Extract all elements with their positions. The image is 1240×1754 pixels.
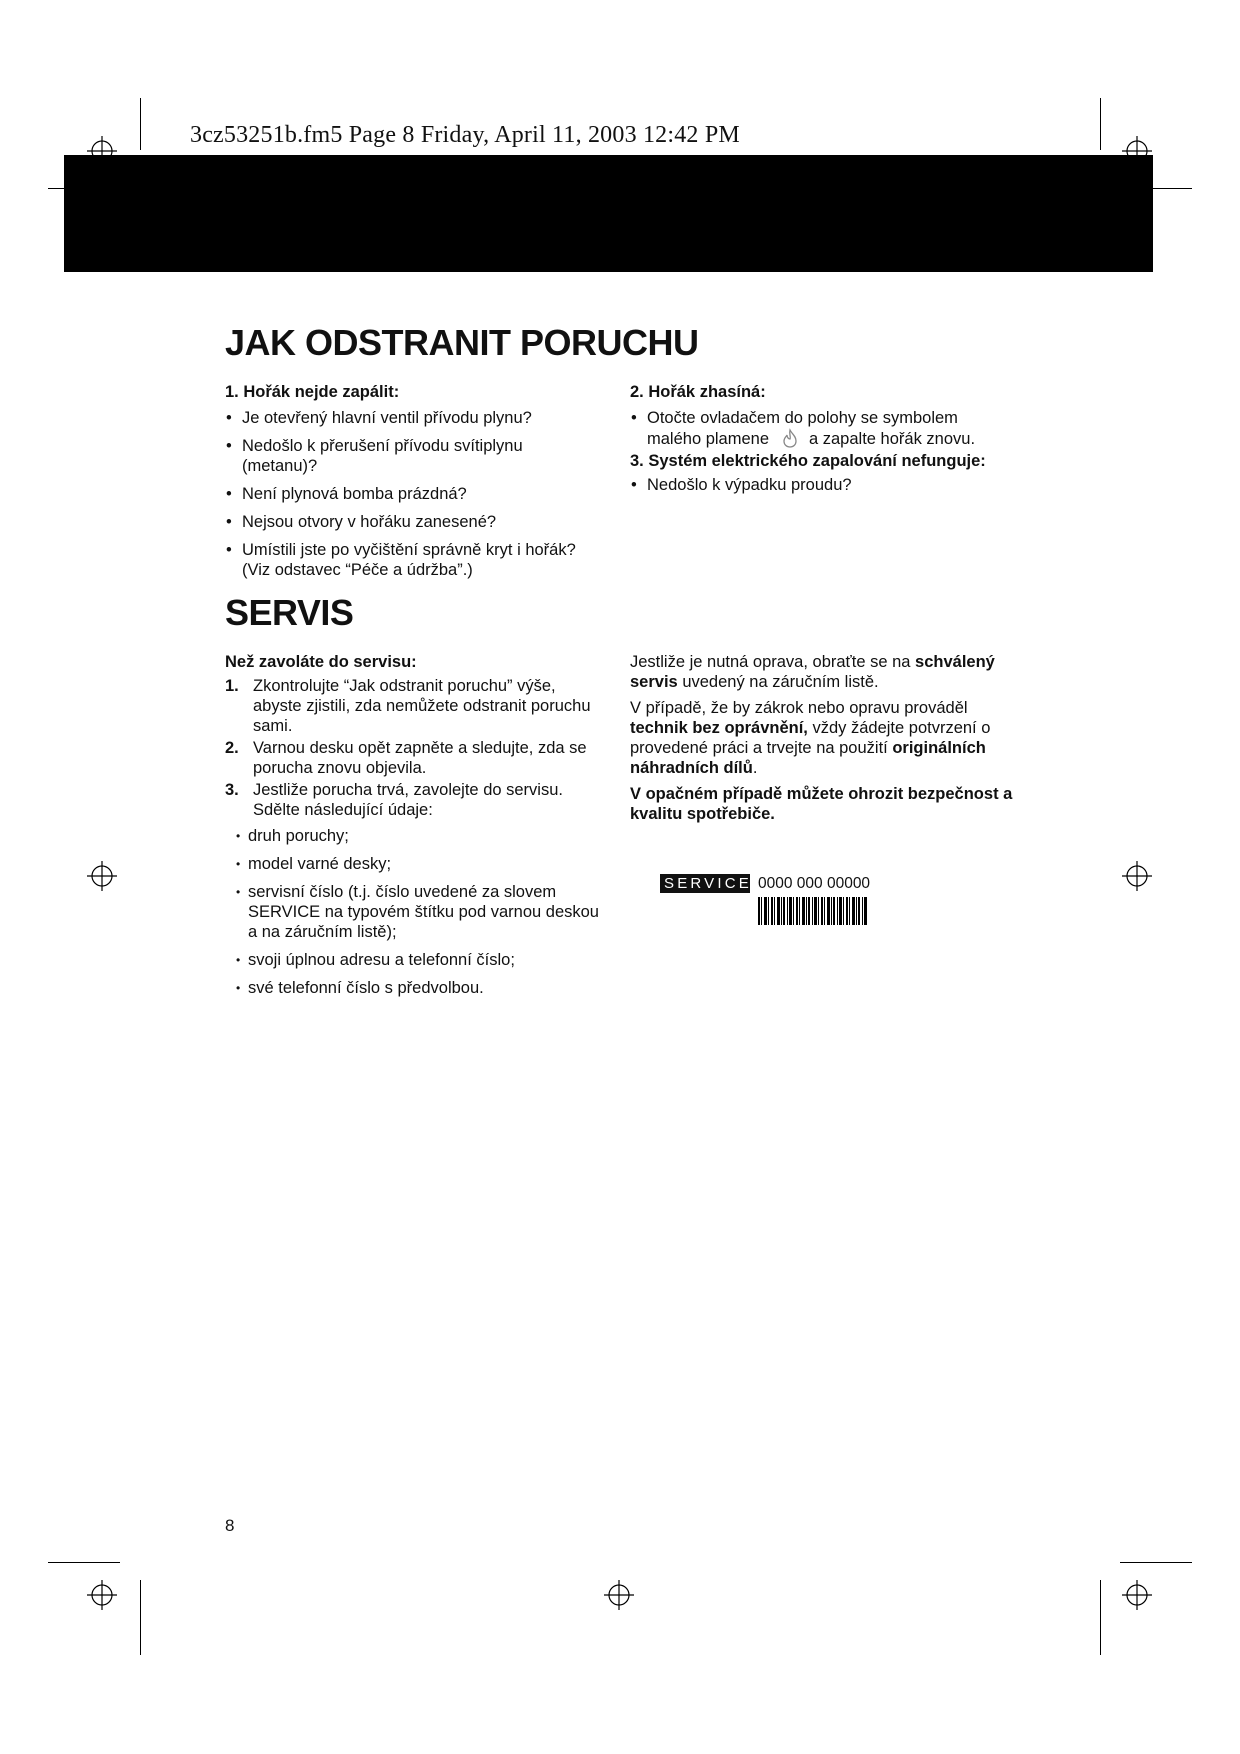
section3-list (630, 475, 1015, 495)
unauthorized-text-mid: vždy žádejte potvrzení o provedené práci a trvejte na použití (630, 719, 991, 757)
barcode-icon (758, 897, 868, 925)
step-text: Varnou desku opět zapněte a sledujte, zda se porucha znovu objevila. (253, 739, 587, 777)
step-number: 1. (225, 677, 239, 695)
servis-left-column (225, 652, 605, 1006)
unauthorized-technician-text: technik bez oprávnění, (630, 719, 808, 737)
step-text: Jestliže porucha trvá, zavolejte do servisu. Sdělte následující údaje: (253, 781, 563, 819)
section1-list (225, 408, 595, 580)
step-number: 3. (225, 781, 239, 799)
registration-mark-icon (87, 136, 117, 166)
service-label-number: 0000 000 00000 (758, 875, 871, 892)
detail-item: • model varné desky; (236, 854, 605, 874)
crop-mark (140, 98, 141, 150)
registration-mark-icon (1122, 1580, 1152, 1610)
list-item: • Nedošlo k výpadku proudu? (630, 475, 1015, 495)
crop-mark (1100, 98, 1101, 150)
service-label-badge: SERVICE (660, 874, 750, 893)
crop-mark (48, 1562, 120, 1563)
step-item (225, 738, 605, 778)
list-item: • Není plynová bomba prázdná? (225, 484, 595, 504)
list-item (630, 408, 1015, 449)
repair-text: Jestliže je nutná oprava, obraťte se na (630, 653, 911, 671)
header-black-band (64, 155, 1153, 272)
detail-item: • svoji úplnou adresu a telefonní číslo; (236, 950, 605, 970)
section2-item-part2: a zapalte hořák znovu. (809, 430, 976, 448)
registration-mark-icon (87, 1580, 117, 1610)
registration-mark-icon (87, 861, 117, 891)
crop-mark (1120, 1562, 1192, 1563)
servis-title: SERVIS (225, 592, 354, 633)
servis-steps (225, 676, 605, 998)
section3-heading: 3. Systém elektrického zapalování nefunguje: (630, 452, 986, 470)
page-number: 8 (225, 1516, 235, 1535)
repair-paragraph (630, 652, 1015, 692)
detail-item: • servisní číslo (t.j. číslo uvedené za slovem SERVICE na typovém štítku pod varnou deskou a na záručním listě); (236, 882, 605, 942)
crop-mark (1120, 188, 1192, 189)
registration-mark-icon (604, 1580, 634, 1610)
list-item: • Je otevřený hlavní ventil přívodu plynu? (225, 408, 595, 428)
unauthorized-paragraph (630, 698, 1015, 778)
list-item: • Nejsou otvory v hořáku zanesené? (225, 512, 595, 532)
registration-mark-icon (1122, 861, 1152, 891)
servis-right-column (630, 652, 1015, 830)
warning-paragraph (630, 784, 1015, 824)
section2-heading: 2. Hořák zhasíná: (630, 383, 766, 401)
print-header-line: 3cz53251b.fm5 Page 8 Friday, April 11, 2003 12:42 PM (190, 122, 740, 148)
step-number: 2. (225, 739, 239, 757)
crop-mark (140, 1580, 141, 1655)
approved-service-text: schválený servis (630, 653, 995, 691)
original-parts-text: originálních náhradních dílů (630, 739, 986, 777)
troubleshooting-right-column (630, 382, 1015, 503)
servis-before-heading: Než zavoláte do servisu: (225, 653, 417, 671)
crop-mark (48, 188, 118, 189)
small-flame-icon (779, 428, 801, 448)
servis-details (236, 826, 605, 998)
step-text: Zkontrolujte “Jak odstranit poruchu” výše, abyste zjistili, zda nemůžete odstranit poruchu sami. (253, 677, 591, 735)
step-item (225, 780, 605, 998)
warning-text: V opačném případě můžete ohrozit bezpečnost a kvalitu spotřebiče. (630, 785, 1013, 823)
section2-item-part1: Otočte ovladačem do polohy se symbolem malého plamene (647, 409, 958, 448)
unauthorized-text: V případě, že by zákrok nebo opravu prováděl (630, 699, 968, 717)
section1-heading: 1. Hořák nejde zapálit: (225, 383, 400, 401)
troubleshooting-title: JAK ODSTRANIT PORUCHU (225, 322, 699, 363)
detail-item: • své telefonní číslo s předvolbou. (236, 978, 605, 998)
list-item: • Nedošlo k přerušení přívodu svítiplynu (metanu)? (225, 436, 595, 476)
registration-mark-icon (1122, 136, 1152, 166)
repair-text-end: uvedený na záručním listě. (682, 673, 879, 691)
crop-mark (1100, 1580, 1101, 1655)
list-item: • Umístili jste po vyčištění správně kryt i hořák? (Viz odstavec “Péče a údržba”.) (225, 540, 595, 580)
detail-item: • druh poruchy; (236, 826, 605, 846)
section2-list (630, 408, 1015, 449)
step-item (225, 676, 605, 736)
troubleshooting-left-column (225, 382, 595, 588)
unauthorized-text-end: . (752, 759, 758, 777)
